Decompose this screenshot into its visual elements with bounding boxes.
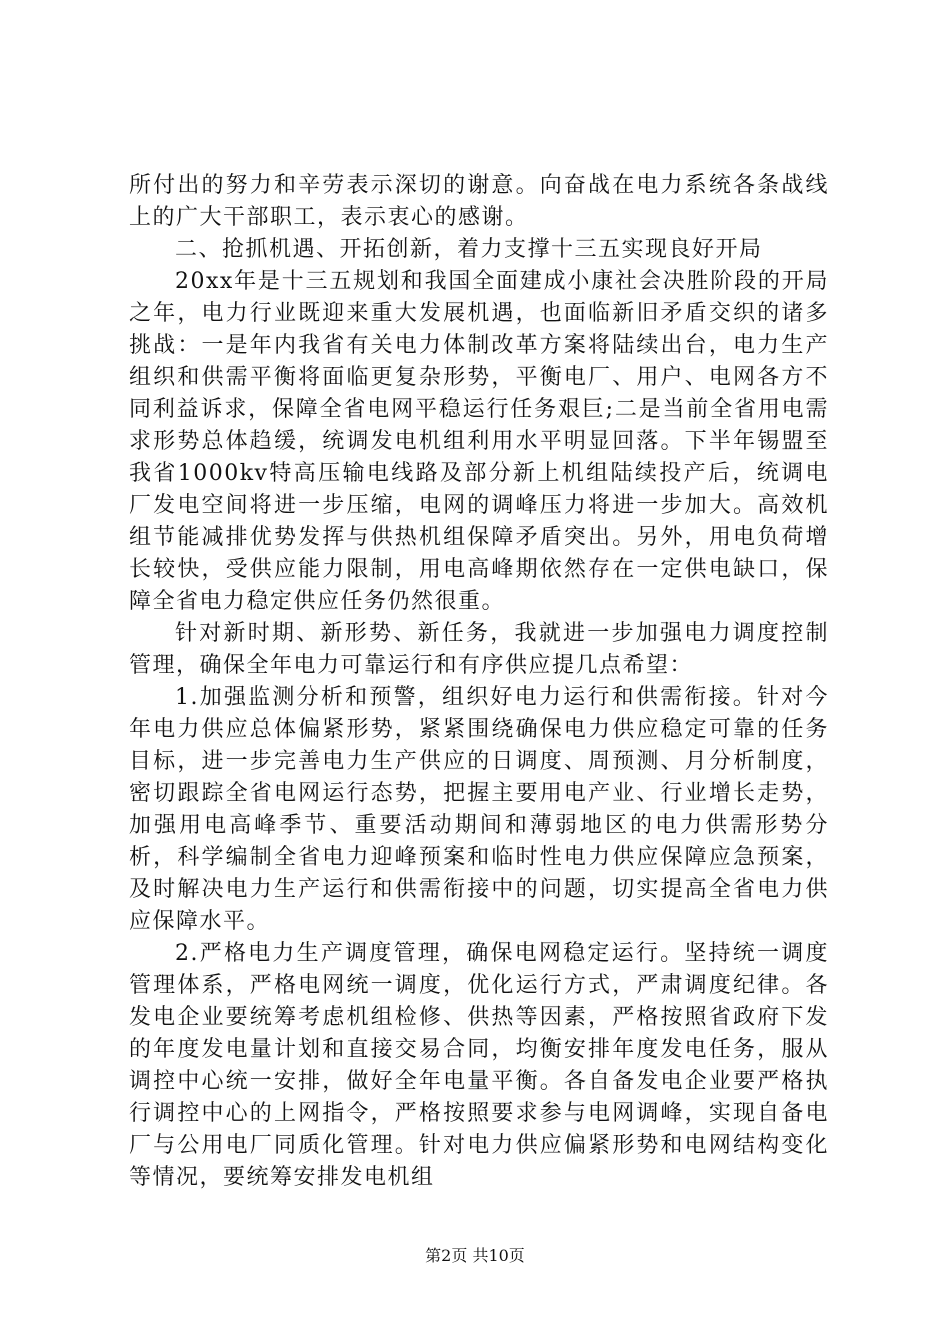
paragraph-item-1: 1.加强监测分析和预警，组织好电力运行和供需衔接。针对今年电力供应总体偏紧形势，紧紧围绕确保电力供应稳定可靠的任务目标，进一步完善电力生产供应的日调度、周预测、月分析制度，密切跟踪全省电网运行态势，把握主要用电产业、行业增长走势，加强用电高峰季节、重要活动期间和薄弱地区的电力供需形势分析，科学编制全省电力迎峰预案和临时性电力供应保障应急预案，及时解决电力生产运行和供需衔接中的问题，切实提高全省电力供应保障水平。	[129, 685, 829, 934]
paragraph-challenges: 20xx年是十三五规划和我国全面建成小康社会决胜阶段的开局之年，电力行业既迎来重大发展机遇，也面临新旧矛盾交织的诸多挑战：一是年内我省有关电力体制改革方案将陆续出台，电力生产组织和供需平衡将面临更复杂形势，平衡电厂、用户、电网各方不同利益诉求，保障全省电网平稳运行任务艰巨;二是当前全省用电需求形势总体趋缓，统调发电机组利用水平明显回落。下半年锡盟至我省1000kv特高压输电线路及部分新上机组陆续投产后，统调电厂发电空间将进一步压缩，电网的调峰压力将进一步加大。高效机组节能减排优势发挥与供热机组保障矛盾突出。另外，用电负荷增长较快，受供应能力限制，用电高峰期依然存在一定供电缺口，保障全省电力稳定供应任务仍然很重。	[129, 269, 829, 614]
document-body	[129, 170, 829, 1194]
paragraph-item-2: 2.严格电力生产调度管理，确保电网稳定运行。坚持统一调度管理体系，严格电网统一调度，优化运行方式，严肃调度纪律。各发电企业要统筹考虑机组检修、供热等因素，严格按照省政府下发的年度发电量计划和直接交易合同，均衡安排年度发电任务，服从调控中心统一安排，做好全年电量平衡。各自备发电企业要严格执行调控中心的上网指令，严格按照要求参与电网调峰，实现自备电厂与公用电厂同质化管理。针对电力供应偏紧形势和电网结构变化等情况，要统筹安排发电机组	[129, 941, 829, 1190]
paragraph-hopes-intro: 针对新时期、新形势、新任务，我就进一步加强电力调度控制管理，确保全年电力可靠运行和有序供应提几点希望：	[129, 621, 829, 678]
page-footer: 第2页 共10页	[425, 1246, 525, 1265]
section-heading: 二、抢抓机遇、开拓创新，着力支撑十三五实现良好开局	[175, 237, 763, 262]
paragraph-continuation: 所付出的努力和辛劳表示深切的谢意。向奋战在电力系统各条战线上的广大干部职工，表示衷心的感谢。	[129, 173, 829, 230]
